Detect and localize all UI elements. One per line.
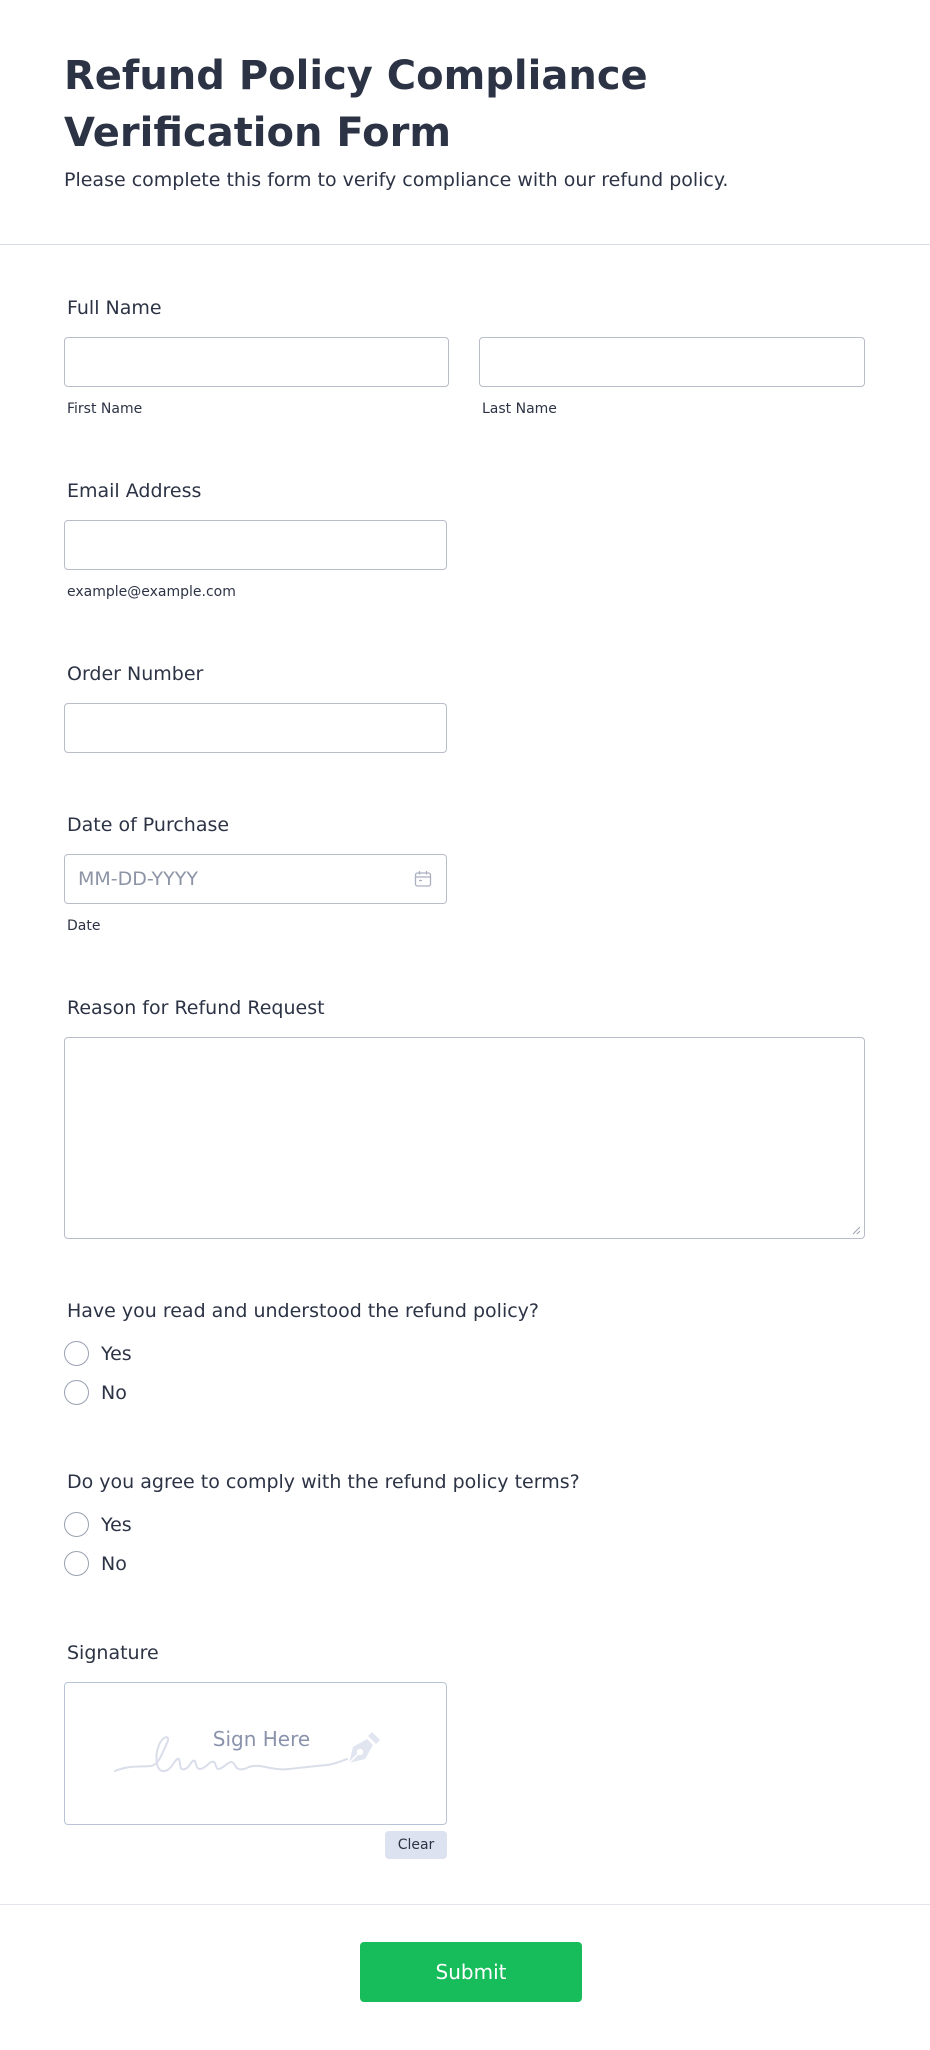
- first-name-sublabel: First Name: [67, 401, 143, 417]
- full-name-label: Full Name: [67, 297, 162, 319]
- date-of-purchase-input[interactable]: [64, 854, 447, 904]
- calendar-icon[interactable]: [414, 870, 432, 888]
- read-policy-option-no[interactable]: [64, 1379, 184, 1407]
- radio-label: No: [101, 1553, 127, 1575]
- signature-label: Signature: [67, 1642, 159, 1664]
- page-title: Refund Policy Compliance Verification Form: [64, 53, 648, 156]
- radio-label: No: [101, 1382, 127, 1404]
- signature-pad[interactable]: [64, 1682, 447, 1825]
- agree-terms-option-yes[interactable]: [64, 1511, 184, 1539]
- radio-button[interactable]: [64, 1512, 89, 1537]
- first-name-input[interactable]: [64, 337, 449, 387]
- date-of-purchase-label: Date of Purchase: [67, 814, 230, 836]
- agree-terms-option-no[interactable]: [64, 1550, 184, 1578]
- radio-label: Yes: [101, 1343, 132, 1365]
- resize-handle-icon[interactable]: [851, 1225, 861, 1235]
- radio-button[interactable]: [64, 1380, 89, 1405]
- reason-textarea[interactable]: [64, 1037, 865, 1239]
- radio-label: Yes: [101, 1514, 132, 1536]
- email-label: Email Address: [67, 480, 202, 502]
- footer-divider: [0, 1904, 930, 1905]
- agree-terms-question: Do you agree to comply with the refund policy terms?: [67, 1471, 580, 1493]
- clear-signature-button[interactable]: Clear: [385, 1831, 447, 1859]
- order-number-label: Order Number: [67, 663, 204, 685]
- last-name-sublabel: Last Name: [482, 401, 557, 417]
- read-policy-option-yes[interactable]: [64, 1340, 184, 1368]
- email-field[interactable]: [64, 520, 447, 570]
- reason-label: Reason for Refund Request: [67, 997, 325, 1019]
- date-sublabel: Date: [67, 918, 101, 934]
- submit-button[interactable]: Submit: [360, 1942, 582, 2002]
- sign-here-placeholder: Sign Here: [212, 1727, 311, 1751]
- last-name-input[interactable]: [479, 337, 865, 387]
- email-sublabel: example@example.com: [67, 584, 236, 600]
- radio-button[interactable]: [64, 1341, 89, 1366]
- order-number-input[interactable]: [64, 703, 447, 753]
- form-header: [0, 0, 930, 245]
- page-subtitle: Please complete this form to verify compliance with our refund policy.: [64, 169, 729, 191]
- radio-button[interactable]: [64, 1551, 89, 1576]
- date-placeholder: MM-DD-YYYY: [78, 868, 198, 890]
- read-policy-question: Have you read and understood the refund policy?: [67, 1300, 540, 1322]
